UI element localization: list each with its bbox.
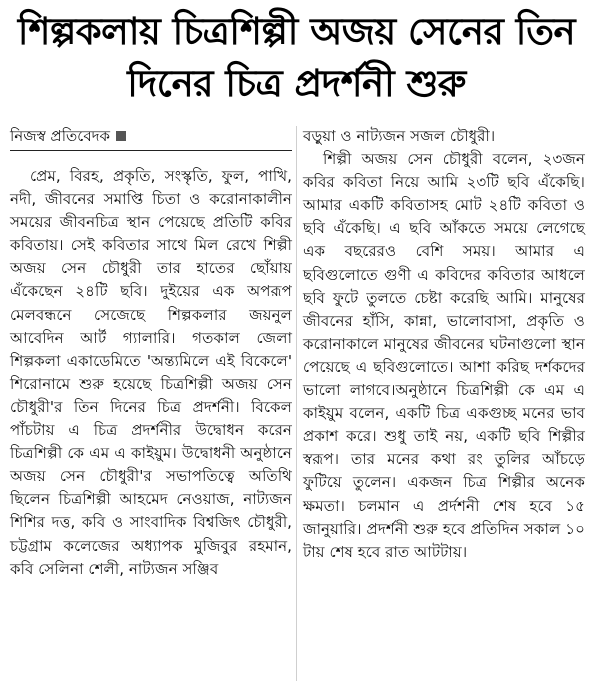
byline-text: নিজস্ব প্রতিবেদক — [10, 127, 111, 145]
article-paragraph-1: প্রেম, বিরহ, প্রকৃতি, সংস্কৃতি, ফুল, পাখি, নদী, জীবনের সমাপ্তি চিতা ও করোনাকালীন সময়ের জীবনচিত্র স্থান পেয়েছে প্রতিটি কবির কবিতায়। সেই কবিতার সাথে মিল রেখে শিল্পী অজয় সেন চৌধুরী তার হাতের ছোঁয়ায় এঁকেছেন ২৪টি ছবি। দুইয়ের এক অপরূপ মেলবন্ধনে সেজেছে শিল্পকলার জয়নুল আবেদিন আর্ট গ্যালারি। গতকাল জেলা শিল্পকলা একাডেমিতে 'অন্ত্যমিলে এই বিকেলে' শিরোনামে শুরু হয়েছে চিত্রশিল্পী অজয় সেন চৌধুরী'র তিন দিনের চিত্র প্রদর্শনী। বিকেল পাঁচটায় এ চিত্র প্রদর্শনীর উদ্বোধন করেন চিত্রশিল্পী কে এম এ কাইয়ুম। উদ্বোধনী অনুষ্ঠানে অজয় সেন চৌধুরী'র সভাপতিত্বে অতিথি ছিলেন চিত্রশিল্পী আহমেদ নেওয়াজ, নাট্যজন শিশির দত্ত, কবি ও সাংবাদিক বিশ্বজিৎ চৌধুরী, চট্টগ্রাম কলেজের অধ্যাপক মুজিবুর রহমান, কবি সেলিনা শেলী, নাট্যজন সঞ্জিব — [10, 167, 292, 578]
headline-line-1: শিল্পকলায় চিত্রশিল্পী অজয় সেনের তিন — [17, 10, 576, 53]
byline — [10, 125, 292, 147]
headline-line-2: দিনের চিত্র প্রদর্শনী শুরু — [127, 62, 466, 105]
article-continuation-line: বড়ুয়া ও নাট্যজন সজল চৌধুরী। — [303, 127, 496, 145]
article-left-column — [10, 125, 292, 581]
article-right-column — [303, 125, 585, 564]
square-bullet-icon — [116, 131, 126, 141]
byline-divider — [10, 150, 292, 151]
article-paragraph-2: শিল্পী অজয় সেন চৌধুরী বলেন, ২৩জন কবির কবিতা নিয়ে আমি ২৩টি ছবি এঁকেছি। আমার একটি কবিতাসহ মোট ২৪টি কবিতা ও ছবি এঁকেছি। এ ছবি আঁকতে সময়ে লেগেছে এক বছরেরও বেশি সময়। আমার এ ছবিগুলোতে গুণী এ কবিদের কবিতার আধলে ছবি ফুটে তুলতে চেষ্টা করেছি আমি। মানুষের জীবনের হাঁসি, কান্না, ভালোবাসা, প্রকৃতি ও করোনাকালে মানুষের জীবনের ঘটনাগুলো স্থান পেয়েছে এ ছবিগুলোতে। আশা করিছ দর্শকদের ভালো লাগবে।অনুষ্ঠানে চিত্রশিল্পী কে এম এ কাইয়ুম বলেন, একটি চিত্র একগুচ্ছ মনের ভাব প্রকাশ করে। শুধু তাই নয়, একটি ছবি শিল্পীর স্বরূপ। তার মনের কথা রং তুলির আঁচড়ে ফুটিয়ে তুলেন। একজন চিত্র শিল্পীর অনেক ক্ষমতা। চলমান এ প্রর্দশনী শেষ হবে ১৫ জানুয়ারি। প্রদর্শনী শুরু হবে প্রতিদিন সকাল ১০ টায় শেষ হবে রাত আটটায়। — [303, 150, 585, 561]
column-divider — [296, 126, 297, 681]
